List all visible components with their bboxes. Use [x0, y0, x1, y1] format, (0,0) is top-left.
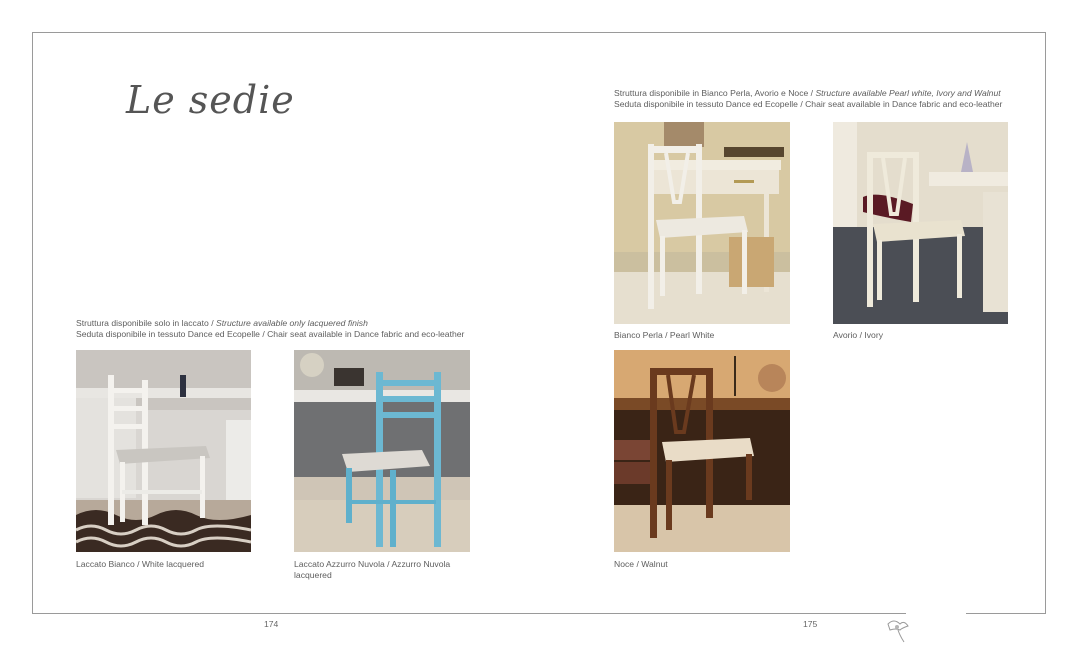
- left-caption-line1-it: Struttura disponibile solo in laccato /: [76, 318, 216, 328]
- left-caption: [76, 318, 464, 340]
- label-azzurro-lacquered: Laccato Azzurro Nuvola / Azzurro Nuvola lacquered: [294, 559, 451, 580]
- right-caption-line1-en: Structure available Pearl white, Ivory and Walnut: [815, 88, 1001, 98]
- label-walnut: Noce / Walnut: [614, 559, 668, 569]
- page-title: Le sedie: [126, 78, 295, 122]
- photo-ivory-chair: [833, 122, 1008, 324]
- photo-pearl-white-chair: [614, 122, 790, 324]
- right-caption-line2: Seduta disponibile in tessuto Dance ed Ecopelle / Chair seat available in Dance fabric and eco-leather: [614, 99, 1003, 109]
- left-caption-line1-en: Structure available only lacquered finish: [215, 318, 368, 328]
- label-ivory: Avorio / Ivory: [833, 330, 883, 340]
- left-caption-line2: Seduta disponibile in tessuto Dance ed Ecopelle / Chair seat available in Dance fabric and eco-leather: [76, 329, 465, 339]
- photo-walnut-chair: [614, 350, 790, 552]
- photo-white-lacquered-chair: [76, 350, 251, 552]
- page-number-right: 175: [803, 619, 818, 629]
- label-white-lacquered: Laccato Bianco / White lacquered: [76, 559, 205, 569]
- right-caption: [614, 88, 1002, 110]
- label-pearl-white: Bianco Perla / Pearl White: [614, 330, 715, 340]
- page-number-left: 174: [264, 619, 279, 629]
- flower-logo-icon: [884, 616, 910, 644]
- frame-gap: [906, 610, 966, 618]
- right-caption-line1-it: Struttura disponibile in Bianco Perla, Avorio e Noce /: [614, 88, 816, 98]
- photo-azzurro-chair: [294, 350, 470, 552]
